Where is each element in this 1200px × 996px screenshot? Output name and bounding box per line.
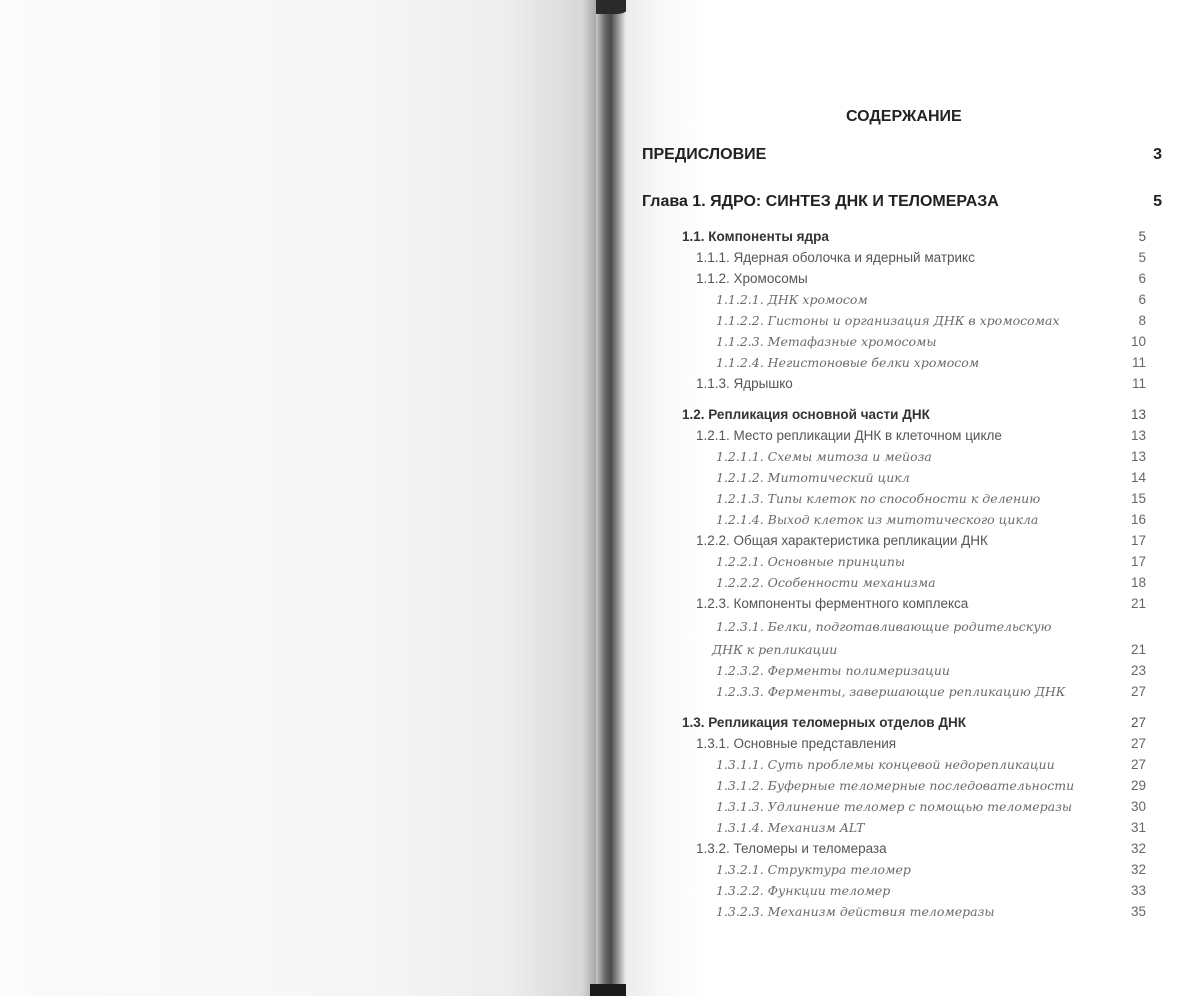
toc-entry [716,883,1146,898]
toc-entry-title: 1.2.1.2. Митотический цикл [716,470,910,485]
toc-entry [716,491,1146,506]
toc-entry [716,619,1146,634]
toc-entry [696,376,1146,391]
toc-entry-title: 1.2.1. Место репликации ДНК в клеточном цикле [696,428,1002,443]
toc-entry-title: 1.2.1.3. Типы клеток по способности к делению [716,491,1041,506]
toc-entry-page: 27 [1130,757,1146,772]
toc-entry-title: 1.1.3. Ядрышко [696,376,793,391]
toc-entry-page: 29 [1130,778,1146,793]
toc-chapter-title: Глава 1. ЯДРО: СИНТЕЗ ДНК И ТЕЛОМЕРАЗА [642,193,999,210]
toc-entry-page: 8 [1138,313,1146,328]
toc-entry-title: 1.1.2.3. Метафазные хромосомы [716,334,937,349]
toc-entry-page: 35 [1130,904,1146,919]
toc-entry-title: 1.3.2.3. Механизм действия теломеразы [716,904,995,919]
toc-entry-title: 1.2.3.2. Ферменты полимеризации [716,663,950,678]
toc-entry-title: 1.1.1. Ядерная оболочка и ядерный матрикс [696,250,975,265]
toc-entry-page: 15 [1130,491,1146,506]
toc-entry [682,229,1146,244]
toc-entry-page: 6 [1138,271,1146,286]
toc-entry-title: 1.2.1.1. Схемы митоза и мейоза [716,449,932,464]
book-gutter [596,0,626,996]
toc-entry-title: 1.1.2.2. Гистоны и организация ДНК в хромосомах [716,313,1060,328]
toc-entry [716,575,1146,590]
toc-entry-title: 1.2.2. Общая характеристика репликации ДНК [696,533,988,548]
toc-entry-page: 11 [1131,376,1146,391]
toc-entry [716,820,1146,835]
toc-entry-page: 33 [1130,883,1146,898]
toc-entry [716,355,1146,370]
toc-preface [642,146,1162,164]
toc-entry [716,313,1146,328]
toc-entry [716,757,1146,772]
toc-entry-title: 1.3.1.4. Механизм ALT [716,820,865,835]
toc-chapter-page: 5 [1153,193,1162,210]
toc-entry-title: 1.3.2.2. Функции теломер [716,883,891,898]
toc-entry [716,778,1146,793]
toc-entry-title: 1.2.1.4. Выход клеток из митотического цикла [716,512,1039,527]
toc-entry-page: 13 [1130,428,1146,443]
toc-entry-page: 21 [1130,642,1146,657]
toc-entry-title: 1.1.2.4. Негистоновые белки хромосом [716,355,980,370]
toc-entry [716,684,1146,699]
toc-entry-title: 1.2.2.2. Особенности механизма [716,575,936,590]
toc-entry-title: 1.1.2. Хромосомы [696,271,808,286]
toc-entry [716,663,1146,678]
toc-entry-page: 16 [1130,512,1146,527]
toc-entry-title: 1.2.3. Компоненты ферментного комплекса [696,596,969,611]
toc-entry [716,334,1146,349]
toc-preface-title: ПРЕДИСЛОВИЕ [642,146,767,163]
toc-entry-page: 32 [1130,841,1146,856]
toc-entry [716,554,1146,569]
toc-entry-title: 1.3.1.1. Суть проблемы концевой недорепликации [716,757,1055,772]
toc-entry [716,904,1146,919]
toc-entry [712,642,1146,657]
toc-entry [696,250,1146,265]
toc-entry [682,407,1146,422]
toc-entry [696,736,1146,751]
toc-preface-page: 3 [1153,146,1162,163]
toc-entry-title: 1.2.3.1. Белки, подготавливающие родительскую [716,619,1052,634]
toc-entry-page: 27 [1130,736,1146,751]
toc-entry-title: 1.3.2. Теломеры и теломераза [696,841,887,856]
toc-entry-page: 23 [1130,663,1146,678]
toc-entry-page: 5 [1138,229,1146,244]
toc-entry-page: 13 [1130,449,1146,464]
toc-entry [716,470,1146,485]
toc-entry-title: ДНК к репликации [712,642,838,657]
toc-entry-page: 21 [1130,596,1146,611]
toc-entry-title: 1.2.2.1. Основные принципы [716,554,906,569]
toc-entry [716,449,1146,464]
toc-entry-page: 6 [1138,292,1146,307]
toc-entry-page: 27 [1130,715,1146,730]
toc-entry-page: 5 [1138,250,1146,265]
toc-chapter [642,193,1162,211]
toc-entry [696,428,1146,443]
right-page [626,0,1200,996]
toc-entry [716,862,1146,877]
toc-entry-page: 17 [1130,533,1146,548]
toc-entry-page: 30 [1130,799,1146,814]
toc-entry [682,715,1146,730]
toc-entry-title: 1.2.3.3. Ферменты, завершающие репликацию ДНК [716,684,1066,699]
toc-entry-title: 1.3.1. Основные представления [696,736,897,751]
toc-entry-page: 17 [1130,554,1146,569]
toc-entry [716,292,1146,307]
toc-entry-title: 1.3.1.3. Удлинение теломер с помощью теломеразы [716,799,1073,814]
toc-entry-title: 1.1.2.1. ДНК хромосом [716,292,868,307]
toc-entry-title: 1.1. Компоненты ядра [682,229,829,244]
toc-entry [696,271,1146,286]
toc-entry-title: 1.3. Репликация теломерных отделов ДНК [682,715,966,730]
toc-entry [716,799,1146,814]
toc-entry [716,512,1146,527]
toc-entry-page: 18 [1130,575,1146,590]
toc-title: СОДЕРЖАНИЕ [846,108,962,125]
toc-entry-page: 13 [1130,407,1146,422]
toc-entry-title: 1.3.2.1. Структура теломер [716,862,911,877]
toc-entry-page: 27 [1130,684,1146,699]
toc-entry [696,841,1146,856]
toc-entry-page: 11 [1131,355,1146,370]
toc-entry-title: 1.3.1.2. Буферные теломерные последовательности [716,778,1075,793]
toc-entry [696,596,1146,611]
toc-entry-page: 10 [1130,334,1146,349]
toc-entry-page: 14 [1130,470,1146,485]
toc-entry-title: 1.2. Репликация основной части ДНК [682,407,930,422]
toc-entry-page: 31 [1130,820,1146,835]
toc-entry-page: 32 [1130,862,1146,877]
toc-entry [696,533,1146,548]
